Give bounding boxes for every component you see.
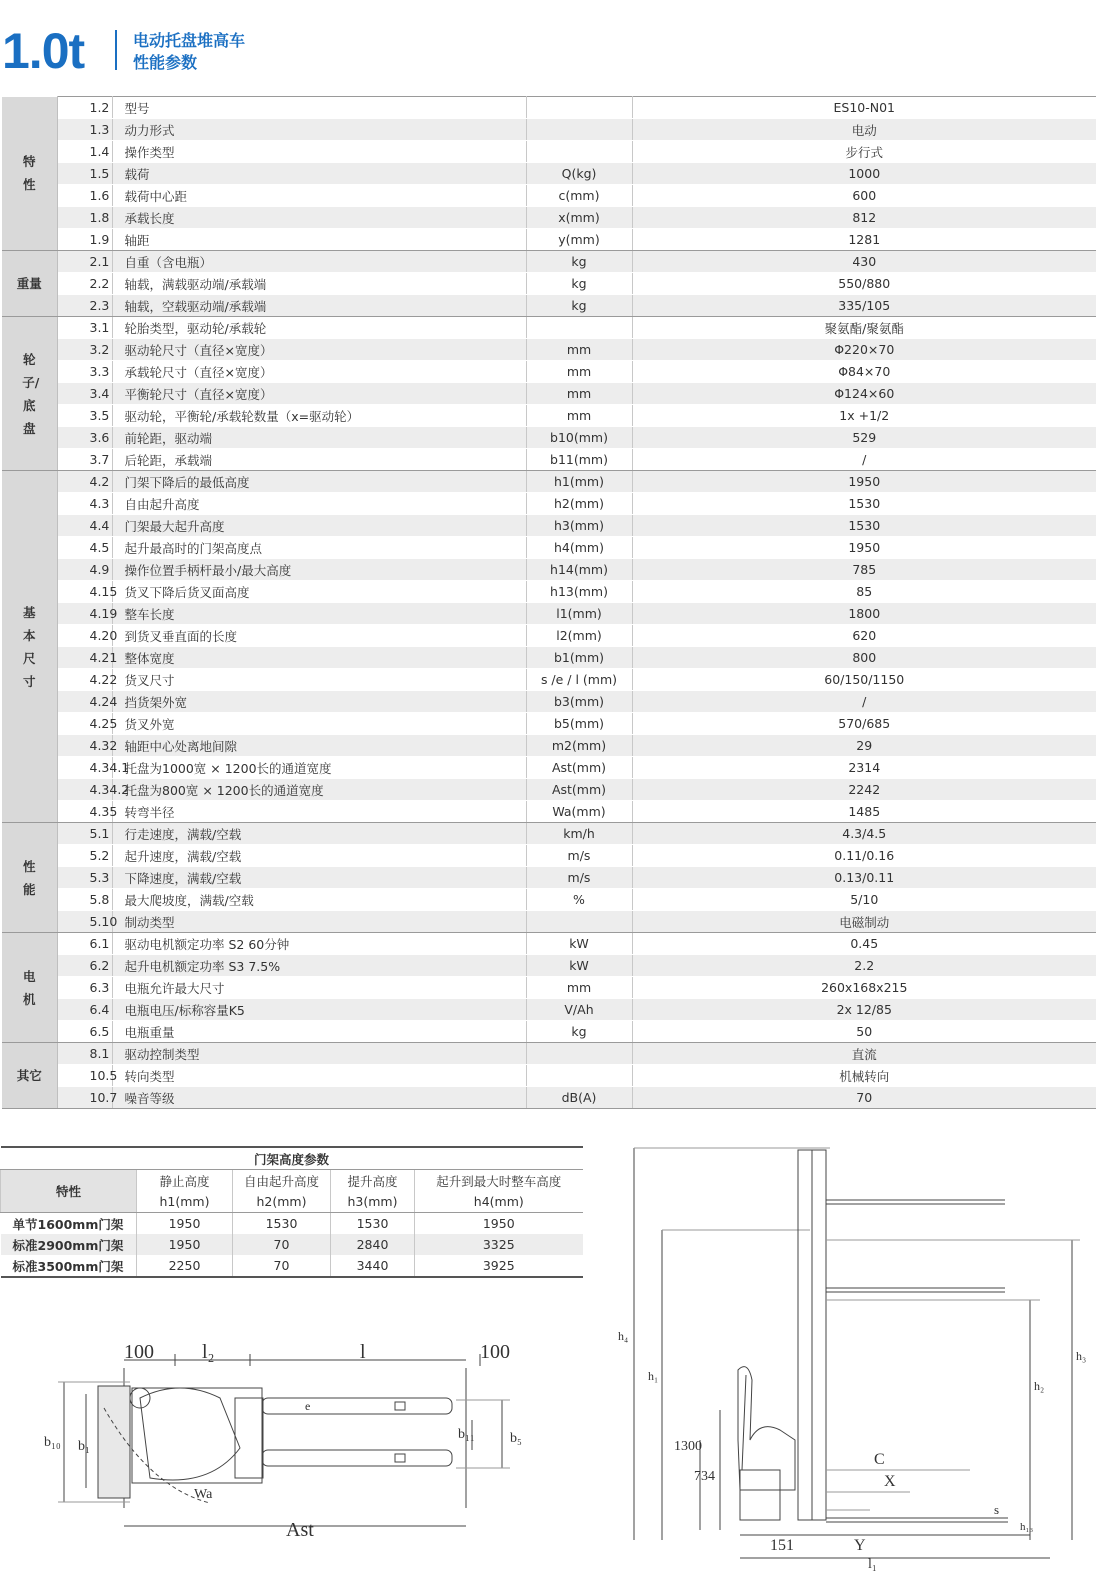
mast-row-label: 标准2900mm门架 (1, 1234, 137, 1255)
spec-item-unit (526, 317, 632, 339)
spec-item-unit: l1(mm) (526, 603, 632, 625)
spec-item-value: 电磁制动 (632, 911, 1096, 933)
dim-100-right: 100 (480, 1341, 510, 1363)
spec-item-value: 1950 (632, 471, 1096, 493)
spec-row (2, 581, 1096, 603)
spec-item-name: 轴距中心处离地间隙 (112, 735, 526, 757)
top-view-drawing (40, 1338, 540, 1541)
spec-item-number: 2.2 (57, 273, 112, 295)
spec-item-name: 到货叉垂直面的长度 (112, 625, 526, 647)
spec-item-name: 起升速度，满载/空载 (112, 845, 526, 867)
spec-item-value: 1950 (632, 537, 1096, 559)
spec-item-name: 型号 (112, 97, 526, 119)
dim-ast: Ast (286, 1519, 314, 1541)
spec-item-value: 600 (632, 185, 1096, 207)
spec-item-unit (526, 119, 632, 141)
dim-h3: h₃ (1076, 1349, 1087, 1363)
spec-item-number: 5.8 (57, 889, 112, 911)
spec-row (2, 471, 1096, 493)
spec-category: 电机 (2, 933, 57, 1043)
dim-1300: 1300 (674, 1439, 702, 1454)
spec-row (2, 339, 1096, 361)
spec-item-unit (526, 911, 632, 933)
mast-col-name: 起升到最大时整车高度 (415, 1170, 583, 1192)
spec-item-unit: m/s (526, 845, 632, 867)
spec-item-value: 50 (632, 1021, 1096, 1043)
mast-col-unit: h1(mm) (137, 1191, 233, 1213)
side-view-drawing (610, 1140, 1090, 1570)
spec-item-value: 步行式 (632, 141, 1096, 163)
spec-item-value: 430 (632, 251, 1096, 273)
spec-item-unit: l2(mm) (526, 625, 632, 647)
spec-item-name: 转向类型 (112, 1065, 526, 1087)
spec-item-number: 2.1 (57, 251, 112, 273)
spec-item-unit: Q(kg) (526, 163, 632, 185)
spec-item-value: 70 (632, 1087, 1096, 1109)
spec-item-name: 起升最高时的门架高度点 (112, 537, 526, 559)
spec-item-unit: kg (526, 295, 632, 317)
mast-row-label: 标准3500mm门架 (1, 1255, 137, 1277)
dim-s: s (994, 1502, 1000, 1517)
spec-row (2, 999, 1096, 1021)
spec-item-name: 操作类型 (112, 141, 526, 163)
spec-item-unit: mm (526, 361, 632, 383)
page-header (0, 23, 600, 79)
spec-row (2, 1087, 1096, 1109)
spec-item-number: 1.8 (57, 207, 112, 229)
mast-cell: 70 (233, 1255, 331, 1277)
spec-item-unit: b11(mm) (526, 449, 632, 471)
spec-item-unit: Ast(mm) (526, 757, 632, 779)
spec-item-value: 60/150/1150 (632, 669, 1096, 691)
spec-item-number: 1.2 (57, 97, 112, 119)
spec-row (2, 845, 1096, 867)
spec-item-unit (526, 141, 632, 163)
spec-item-value: 800 (632, 647, 1096, 669)
spec-item-value: 85 (632, 581, 1096, 603)
dim-l2: l₂ (202, 1341, 215, 1363)
spec-row (2, 1021, 1096, 1043)
spec-item-number: 4.21 (57, 647, 112, 669)
spec-item-number: 4.3 (57, 493, 112, 515)
spec-row (2, 603, 1096, 625)
spec-item-unit: Ast(mm) (526, 779, 632, 801)
spec-item-value: 2x 12/85 (632, 999, 1096, 1021)
mast-row (1, 1213, 583, 1235)
mast-cell: 3440 (331, 1255, 415, 1277)
spec-item-unit: h4(mm) (526, 537, 632, 559)
spec-row (2, 251, 1096, 273)
dim-h4: h₄ (618, 1329, 629, 1343)
spec-item-name: 电瓶重量 (112, 1021, 526, 1043)
spec-category: 性能 (2, 823, 57, 933)
product-name: 电动托盘堆高车 (133, 31, 246, 50)
spec-row (2, 405, 1096, 427)
spec-row (2, 691, 1096, 713)
spec-item-number: 4.4 (57, 515, 112, 537)
spec-category: 重量 (2, 251, 57, 317)
mast-row-label: 单节1600mm门架 (12, 1216, 124, 1232)
spec-item-name: 驱动电机额定功率 S2 60分钟 (112, 933, 526, 955)
spec-item-name: 后轮距，承载端 (112, 449, 526, 471)
spec-item-value: 2.2 (632, 955, 1096, 977)
spec-item-number: 1.5 (57, 163, 112, 185)
spec-row (2, 163, 1096, 185)
spec-item-name: 挡货架外宽 (112, 691, 526, 713)
spec-item-value: 0.45 (632, 933, 1096, 955)
spec-row (2, 1065, 1096, 1087)
dim-151: 151 (770, 1537, 794, 1554)
spec-item-number: 3.6 (57, 427, 112, 449)
spec-item-number: 4.2 (57, 471, 112, 493)
spec-item-number: 6.1 (57, 933, 112, 955)
dim-b5: b₅ (510, 1431, 522, 1446)
spec-item-name: 制动类型 (112, 911, 526, 933)
spec-item-number: 4.19 (57, 603, 112, 625)
spec-item-unit: mm (526, 405, 632, 427)
spec-row (2, 735, 1096, 757)
mast-cell: 3925 (415, 1255, 583, 1277)
spec-row (2, 757, 1096, 779)
spec-item-value: 29 (632, 735, 1096, 757)
spec-row (2, 295, 1096, 317)
spec-item-name: 托盘为800宽 × 1200长的通道宽度 (112, 779, 526, 801)
spec-item-number: 3.4 (57, 383, 112, 405)
spec-row (2, 911, 1096, 933)
spec-row (2, 361, 1096, 383)
spec-item-value: 550/880 (632, 273, 1096, 295)
mast-cell: 1950 (415, 1213, 583, 1235)
spec-item-unit: b10(mm) (526, 427, 632, 449)
spec-item-unit: c(mm) (526, 185, 632, 207)
dim-x: X (884, 1473, 896, 1490)
spec-item-unit: h3(mm) (526, 515, 632, 537)
spec-item-value: / (632, 449, 1096, 471)
spec-row (2, 713, 1096, 735)
mast-cell: 1950 (137, 1213, 233, 1235)
spec-item-number: 6.5 (57, 1021, 112, 1043)
spec-item-number: 1.4 (57, 141, 112, 163)
spec-item-number: 3.5 (57, 405, 112, 427)
spec-item-value: 785 (632, 559, 1096, 581)
spec-item-name: 转弯半径 (112, 801, 526, 823)
title-divider (115, 30, 117, 70)
spec-item-number: 4.24 (57, 691, 112, 713)
spec-item-name: 自重（含电瓶） (112, 251, 526, 273)
dim-100-left: 100 (124, 1341, 154, 1363)
spec-item-unit: x(mm) (526, 207, 632, 229)
spec-item-unit (526, 97, 632, 119)
spec-item-name: 平衡轮尺寸（直径×宽度） (112, 383, 526, 405)
mast-col-name: 静止高度 (137, 1170, 233, 1192)
spec-item-unit: h14(mm) (526, 559, 632, 581)
dim-l1: l₁ (868, 1557, 877, 1572)
spec-item-unit: b3(mm) (526, 691, 632, 713)
spec-item-name: 最大爬坡度，满载/空载 (112, 889, 526, 911)
dim-b1: b₁ (78, 1439, 90, 1454)
spec-item-unit: mm (526, 383, 632, 405)
spec-item-unit: m2(mm) (526, 735, 632, 757)
mast-row (1, 1255, 583, 1277)
spec-row (2, 317, 1096, 339)
spec-item-number: 3.3 (57, 361, 112, 383)
spec-item-name: 电瓶允许最大尺寸 (112, 977, 526, 999)
spec-item-value: 1281 (632, 229, 1096, 251)
spec-item-value: Φ124×60 (632, 383, 1096, 405)
spec-item-value: 1485 (632, 801, 1096, 823)
spec-item-unit: s /e / l (mm) (526, 669, 632, 691)
spec-item-unit: b1(mm) (526, 647, 632, 669)
spec-row (2, 185, 1096, 207)
mast-cell: 2840 (331, 1234, 415, 1255)
spec-item-name: 电瓶电压/标称容量K5 (112, 999, 526, 1021)
spec-row (2, 823, 1096, 845)
spec-item-name: 门架下降后的最低高度 (112, 471, 526, 493)
spec-item-number: 4.34.2 (57, 779, 112, 801)
spec-item-value: 5/10 (632, 889, 1096, 911)
dim-c: C (874, 1451, 885, 1468)
spec-item-value: 电动 (632, 119, 1096, 141)
mast-col-name: 提升高度 (331, 1170, 415, 1192)
dim-wa: Wa (194, 1487, 213, 1502)
spec-item-value: 2242 (632, 779, 1096, 801)
spec-item-name: 轴载，空载驱动端/承载端 (112, 295, 526, 317)
spec-item-name: 操作位置手柄杆最小/最大高度 (112, 559, 526, 581)
spec-item-number: 4.22 (57, 669, 112, 691)
spec-item-unit (526, 1065, 632, 1087)
spec-row (2, 801, 1096, 823)
spec-item-unit (526, 1043, 632, 1065)
spec-table (2, 96, 1096, 1109)
spec-item-name: 货叉下降后货叉面高度 (112, 581, 526, 603)
mast-cell: 1530 (233, 1213, 331, 1235)
spec-item-value: 812 (632, 207, 1096, 229)
spec-item-unit: b5(mm) (526, 713, 632, 735)
spec-row (2, 119, 1096, 141)
spec-item-unit: kg (526, 251, 632, 273)
spec-category: 基本尺寸 (2, 471, 57, 823)
dim-b11: b₁₁ (458, 1427, 475, 1442)
spec-item-value: / (632, 691, 1096, 713)
dim-y: Y (854, 1537, 866, 1554)
spec-category: 其它 (2, 1043, 57, 1109)
spec-item-name: 驱动控制类型 (112, 1043, 526, 1065)
spec-item-number: 8.1 (57, 1043, 112, 1065)
spec-item-unit: kW (526, 933, 632, 955)
mast-height-table (0, 1146, 583, 1278)
spec-item-name: 前轮距，驱动端 (112, 427, 526, 449)
mast-cell: 1950 (137, 1234, 233, 1255)
spec-row (2, 97, 1096, 119)
spec-row (2, 493, 1096, 515)
spec-item-unit: mm (526, 339, 632, 361)
spec-item-unit: dB(A) (526, 1087, 632, 1109)
spec-item-unit: h2(mm) (526, 493, 632, 515)
spec-row (2, 779, 1096, 801)
spec-item-value: ES10-N01 (632, 97, 1096, 119)
spec-item-name: 行走速度，满载/空载 (112, 823, 526, 845)
spec-item-value: 0.11/0.16 (632, 845, 1096, 867)
spec-item-value: 直流 (632, 1043, 1096, 1065)
mast-cell: 3325 (415, 1234, 583, 1255)
mast-col-unit: h2(mm) (233, 1191, 331, 1213)
capacity-title: 1.0t (2, 23, 85, 79)
spec-item-value: Φ220×70 (632, 339, 1096, 361)
spec-row (2, 141, 1096, 163)
spec-item-unit: kg (526, 273, 632, 295)
spec-item-value: 335/105 (632, 295, 1096, 317)
spec-item-number: 5.2 (57, 845, 112, 867)
dim-734: 734 (694, 1469, 715, 1484)
spec-item-name: 下降速度，满载/空载 (112, 867, 526, 889)
spec-row (2, 933, 1096, 955)
spec-item-number: 4.34.1 (57, 757, 112, 779)
spec-item-number: 3.2 (57, 339, 112, 361)
mast-cell: 2250 (137, 1255, 233, 1277)
spec-item-name: 噪音等级 (112, 1087, 526, 1109)
mast-cell: 1530 (331, 1213, 415, 1235)
spec-item-unit: kg (526, 1021, 632, 1043)
spec-item-value: 1530 (632, 493, 1096, 515)
dim-h2: h₂ (1034, 1379, 1045, 1393)
mast-table-caption: 门架高度参数 (1, 1147, 583, 1170)
spec-item-number: 4.5 (57, 537, 112, 559)
spec-row (2, 955, 1096, 977)
spec-item-value: 570/685 (632, 713, 1096, 735)
spec-row (2, 625, 1096, 647)
spec-row (2, 977, 1096, 999)
spec-item-name: 整车长度 (112, 603, 526, 625)
mast-cell: 70 (233, 1234, 331, 1255)
spec-item-value: 1000 (632, 163, 1096, 185)
spec-item-name: 门架最大起升高度 (112, 515, 526, 537)
spec-item-value: 2314 (632, 757, 1096, 779)
mast-feature-header: 特性 (1, 1170, 137, 1213)
mast-col-name: 自由起升高度 (233, 1170, 331, 1192)
section-title: 性能参数 (133, 53, 198, 72)
dim-l: l (360, 1341, 366, 1363)
spec-item-value: 1x +1/2 (632, 405, 1096, 427)
spec-row (2, 273, 1096, 295)
spec-item-value: 1800 (632, 603, 1096, 625)
spec-item-name: 驱动轮，平衡轮/承载轮数量（x=驱动轮） (112, 405, 526, 427)
spec-item-number: 5.10 (57, 911, 112, 933)
dim-b10: b₁₀ (44, 1435, 61, 1450)
spec-item-number: 4.9 (57, 559, 112, 581)
spec-item-name: 载荷 (112, 163, 526, 185)
spec-item-name: 自由起升高度 (112, 493, 526, 515)
spec-item-unit: h1(mm) (526, 471, 632, 493)
spec-item-value: 1530 (632, 515, 1096, 537)
spec-item-value: 机械转向 (632, 1065, 1096, 1087)
spec-item-unit: kW (526, 955, 632, 977)
spec-item-unit: Wa(mm) (526, 801, 632, 823)
spec-row (2, 889, 1096, 911)
spec-item-name: 整体宽度 (112, 647, 526, 669)
spec-item-value: 0.13/0.11 (632, 867, 1096, 889)
spec-item-unit: y(mm) (526, 229, 632, 251)
spec-category: 特性 (2, 97, 57, 251)
spec-item-number: 6.3 (57, 977, 112, 999)
mast-col-unit: h4(mm) (415, 1191, 583, 1213)
spec-row (2, 427, 1096, 449)
spec-item-number: 1.6 (57, 185, 112, 207)
spec-row (2, 1043, 1096, 1065)
spec-item-number: 10.5 (57, 1065, 112, 1087)
spec-row (2, 537, 1096, 559)
spec-item-number: 2.3 (57, 295, 112, 317)
mast-col-unit: h3(mm) (331, 1191, 415, 1213)
spec-item-number: 3.1 (57, 317, 112, 339)
spec-row (2, 867, 1096, 889)
mast-row (1, 1234, 583, 1255)
spec-item-name: 轴载，满载驱动端/承载端 (112, 273, 526, 295)
spec-row (2, 449, 1096, 471)
spec-item-name: 承载轮尺寸（直径×宽度） (112, 361, 526, 383)
spec-row (2, 669, 1096, 691)
spec-row (2, 207, 1096, 229)
spec-item-number: 6.4 (57, 999, 112, 1021)
spec-item-number: 1.3 (57, 119, 112, 141)
spec-item-unit: h13(mm) (526, 581, 632, 603)
spec-item-value: 聚氨酯/聚氨酯 (632, 317, 1096, 339)
spec-item-name: 轮胎类型，驱动轮/承载轮 (112, 317, 526, 339)
spec-item-name: 货叉尺寸 (112, 669, 526, 691)
spec-row (2, 515, 1096, 537)
spec-item-value: Φ84×70 (632, 361, 1096, 383)
spec-row (2, 383, 1096, 405)
spec-item-value: 260x168x215 (632, 977, 1096, 999)
spec-item-name: 起升电机额定功率 S3 7.5% (112, 955, 526, 977)
spec-category: 轮子/底盘 (2, 317, 57, 471)
spec-item-value: 4.3/4.5 (632, 823, 1096, 845)
spec-item-unit: mm (526, 977, 632, 999)
spec-item-unit: m/s (526, 867, 632, 889)
spec-item-name: 货叉外宽 (112, 713, 526, 735)
spec-item-number: 4.25 (57, 713, 112, 735)
spec-item-number: 3.7 (57, 449, 112, 471)
spec-item-number: 5.3 (57, 867, 112, 889)
spec-item-name: 承载长度 (112, 207, 526, 229)
spec-item-unit: km/h (526, 823, 632, 845)
spec-item-number: 6.2 (57, 955, 112, 977)
spec-item-number: 5.1 (57, 823, 112, 845)
spec-item-number: 1.9 (57, 229, 112, 251)
spec-item-name: 轴距 (112, 229, 526, 251)
spec-item-name: 载荷中心距 (112, 185, 526, 207)
spec-item-name: 动力形式 (112, 119, 526, 141)
spec-row (2, 647, 1096, 669)
spec-item-number: 10.7 (57, 1087, 112, 1109)
spec-item-number: 4.32 (57, 735, 112, 757)
dim-h1: h₁ (648, 1369, 659, 1383)
spec-item-value: 529 (632, 427, 1096, 449)
dim-h13: h₁₃ (1020, 1521, 1034, 1533)
spec-row (2, 229, 1096, 251)
spec-item-number: 4.35 (57, 801, 112, 823)
spec-item-value: 620 (632, 625, 1096, 647)
spec-item-number: 4.20 (57, 625, 112, 647)
spec-item-unit: V/Ah (526, 999, 632, 1021)
spec-item-name: 驱动轮尺寸（直径×宽度） (112, 339, 526, 361)
spec-item-number: 4.15 (57, 581, 112, 603)
spec-item-name: 托盘为1000宽 × 1200长的通道宽度 (112, 757, 526, 779)
dim-e: e (305, 1399, 311, 1413)
spec-row (2, 559, 1096, 581)
spec-item-unit: % (526, 889, 632, 911)
